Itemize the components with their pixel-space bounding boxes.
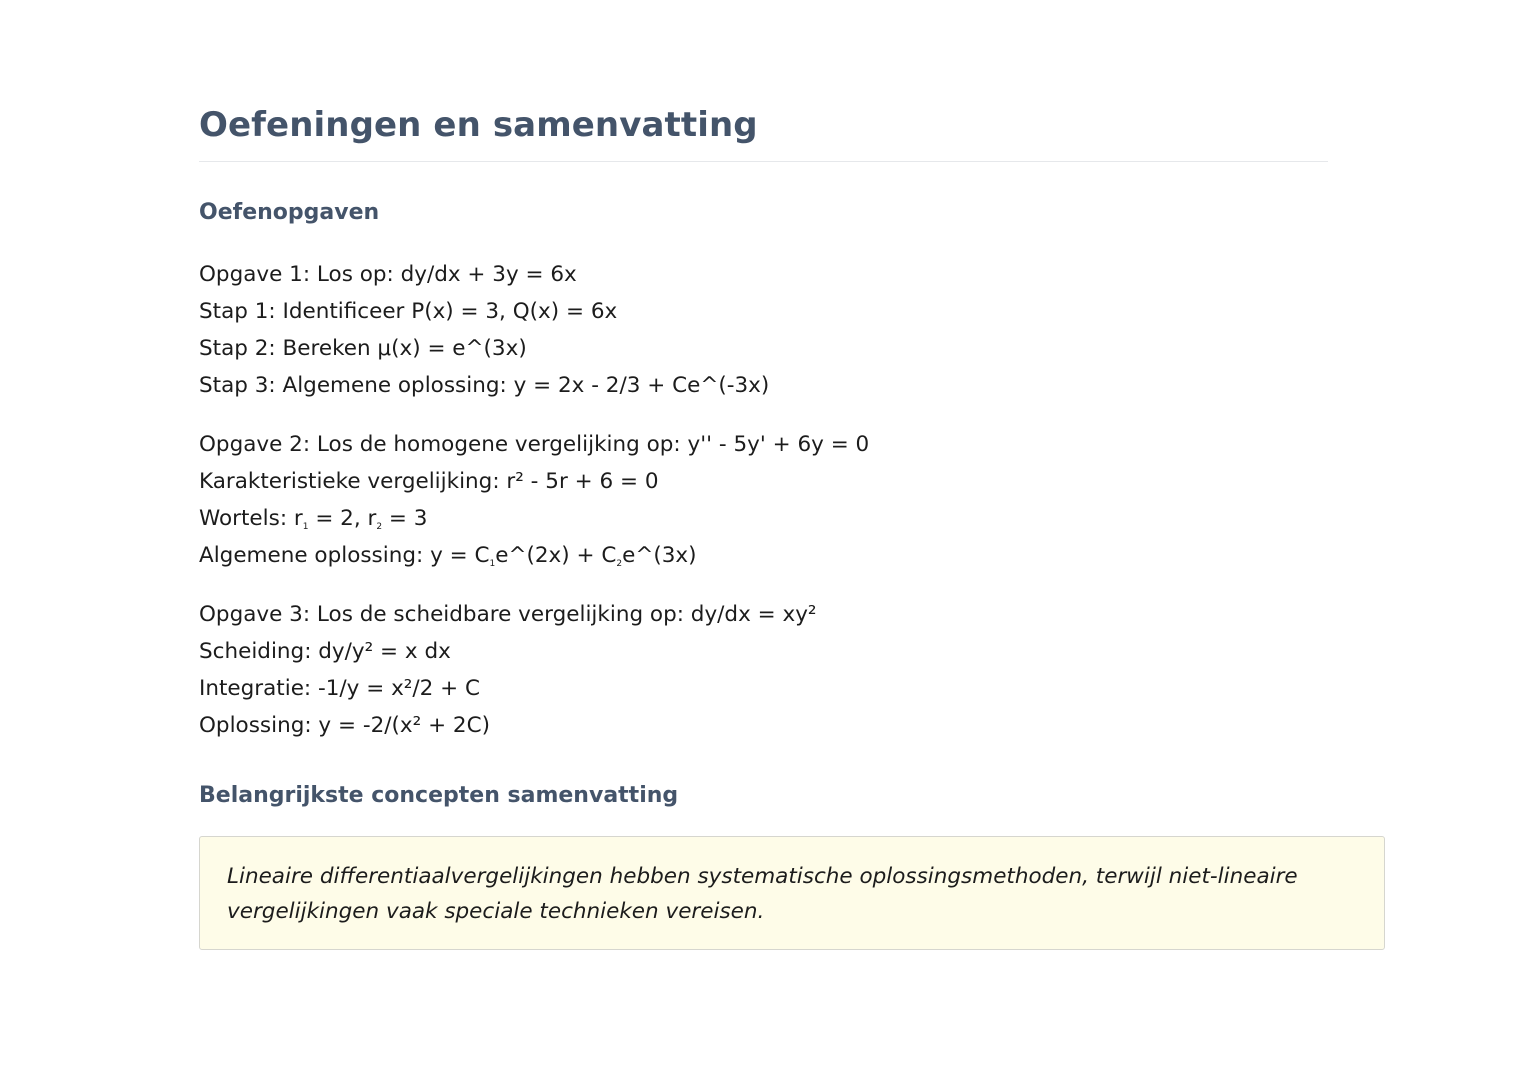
title-divider: [199, 161, 1328, 162]
exercise-3-solution: Oplossing: y = -2/(x² + 2C): [199, 713, 491, 738]
exercise-2-statement: Opgave 2: Los de homogene vergelijking op: y'' - 5y' + 6y = 0: [199, 432, 870, 457]
exercise-2-general-solution: [199, 537, 1385, 574]
summary-text: Lineaire differentiaalvergelijkingen hebben systematische oplossingsmethoden, terwijl niet-lineaire vergelijkingen vaak speciale technieken vereisen.: [227, 864, 1298, 924]
roots-prefix: Wortels: r: [199, 506, 303, 531]
exercise-2: [199, 426, 1385, 574]
page-content: [199, 100, 1385, 950]
roots-subscript-2: 2: [376, 522, 383, 532]
summary-callout: [199, 836, 1385, 950]
exercise-3-integration: Integratie: -1/y = x²/2 + C: [199, 676, 481, 701]
exercise-1-step-3: Stap 3: Algemene oplossing: y = 2x - 2/3 + Ce^(-3x): [199, 373, 770, 398]
roots-subscript-1: 1: [302, 522, 309, 532]
exercise-1: [199, 256, 1385, 404]
solution-subscript-2: 2: [616, 559, 623, 569]
exercise-1-step-1: Stap 1: Identificeer P(x) = 3, Q(x) = 6x: [199, 299, 618, 324]
solution-suffix: e^(3x): [622, 543, 697, 568]
summary-heading: Belangrijkste concepten samenvatting: [199, 783, 679, 808]
exercise-1-statement: Opgave 1: Los op: dy/dx + 3y = 6x: [199, 262, 577, 287]
exercise-3-separation: Scheiding: dy/y² = x dx: [199, 639, 451, 664]
page-title: Oefeningen en samenvatting: [199, 105, 758, 145]
solution-prefix: Algemene oplossing: y = C: [199, 543, 490, 568]
exercise-list: [199, 256, 1385, 744]
exercise-2-characteristic-equation: Karakteristieke vergelijking: r² - 5r + 6 = 0: [199, 469, 659, 494]
exercise-3-statement: Opgave 3: Los de scheidbare vergelijking op: dy/dx = xy²: [199, 602, 817, 627]
exercise-3: [199, 596, 1385, 744]
exercise-2-roots: [199, 500, 1385, 537]
solution-subscript-1: 1: [489, 559, 496, 569]
roots-middle: = 2, r: [308, 506, 377, 531]
roots-suffix: = 3: [382, 506, 428, 531]
exercises-heading: Oefenopgaven: [199, 200, 380, 225]
solution-middle: e^(2x) + C: [495, 543, 617, 568]
exercise-1-step-2: Stap 2: Bereken μ(x) = e^(3x): [199, 336, 527, 361]
